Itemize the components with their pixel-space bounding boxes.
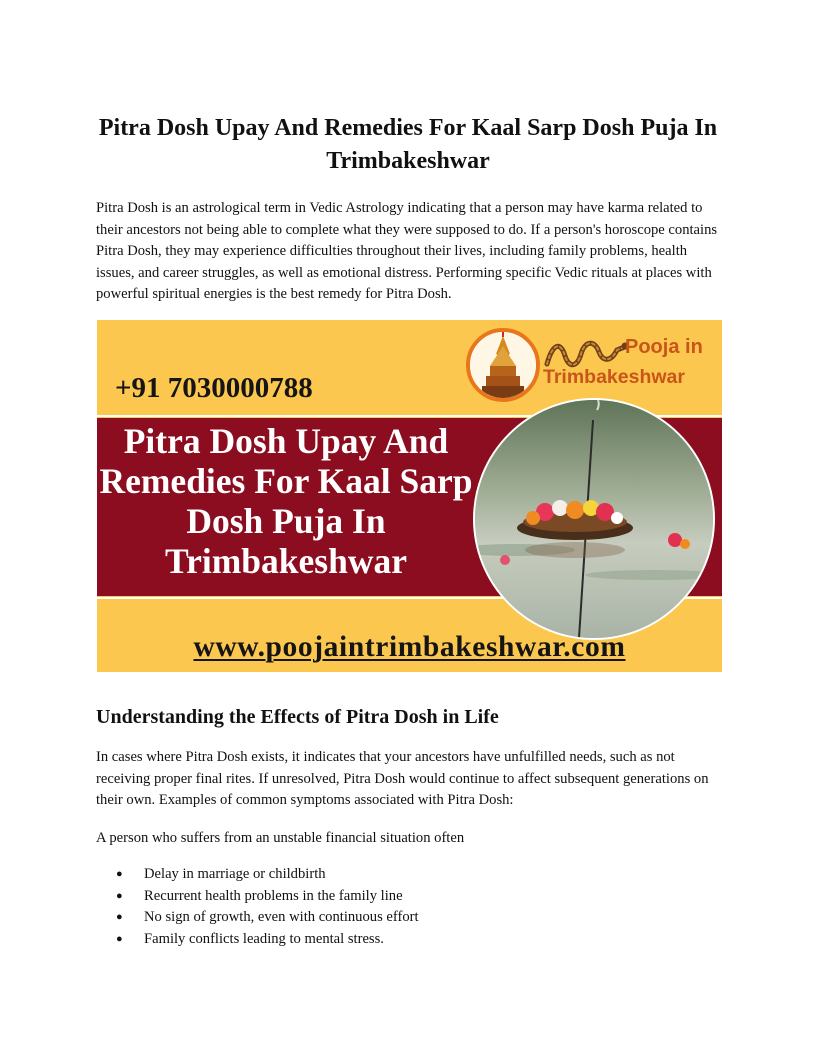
banner-phone: +91 7030000788 [115, 372, 313, 404]
intro-paragraph: Pitra Dosh is an astrological term in Vedic Astrology indicating that a person may have karma related to their ancestors not being able to complete what they were supposed to do. If a person's horoscope contains Pitra Dosh, they may experience difficulties throughout their lives, including family problems, health issues, and career struggles, as well as emotional distress. Performing specific Vedic rituals at places with powerful spiritual energies is the best remedy for Pitra Dosh. [96, 200, 718, 302]
diya-river-photo [473, 398, 715, 640]
symptoms-list [96, 864, 419, 950]
brand-name-line2: Trimbakeshwar [543, 366, 685, 388]
snake-logo-icon [543, 336, 629, 370]
list-item: ● Delay in marriage or childbirth [96, 864, 419, 886]
banner-heading: Pitra Dosh Upay And Remedies For Kaal Sarp Dosh Puja In Trimbakeshwar [99, 421, 473, 581]
temple-logo-icon [466, 328, 540, 402]
list-item: ● Recurrent health problems in the family line [96, 886, 419, 908]
list-item: ● Family conflicts leading to mental stress. [96, 929, 419, 951]
page-title: Pitra Dosh Upay And Remedies For Kaal Sarp Dosh Puja In Trimbakeshwar [98, 115, 718, 174]
section-heading: Understanding the Effects of Pitra Dosh in Life [96, 706, 499, 728]
section-paragraph-1: In cases where Pitra Dosh exists, it indicates that your ancestors have unfulfilled needs, such as not receiving proper final rites. If unresolved, Pitra Dosh would continue to affect subsequent generations on their own. Examples of common symptoms associated with Pitra Dosh: [96, 749, 709, 808]
list-item: ● No sign of growth, even with continuous effort [96, 907, 419, 929]
banner-website-url: www.poojaintrimbakeshwar.com [193, 631, 626, 663]
promo-banner [97, 320, 722, 672]
section-paragraph-2: A person who suffers from an unstable financial situation often [96, 830, 465, 846]
brand-name-line1: Pooja in [625, 336, 703, 358]
